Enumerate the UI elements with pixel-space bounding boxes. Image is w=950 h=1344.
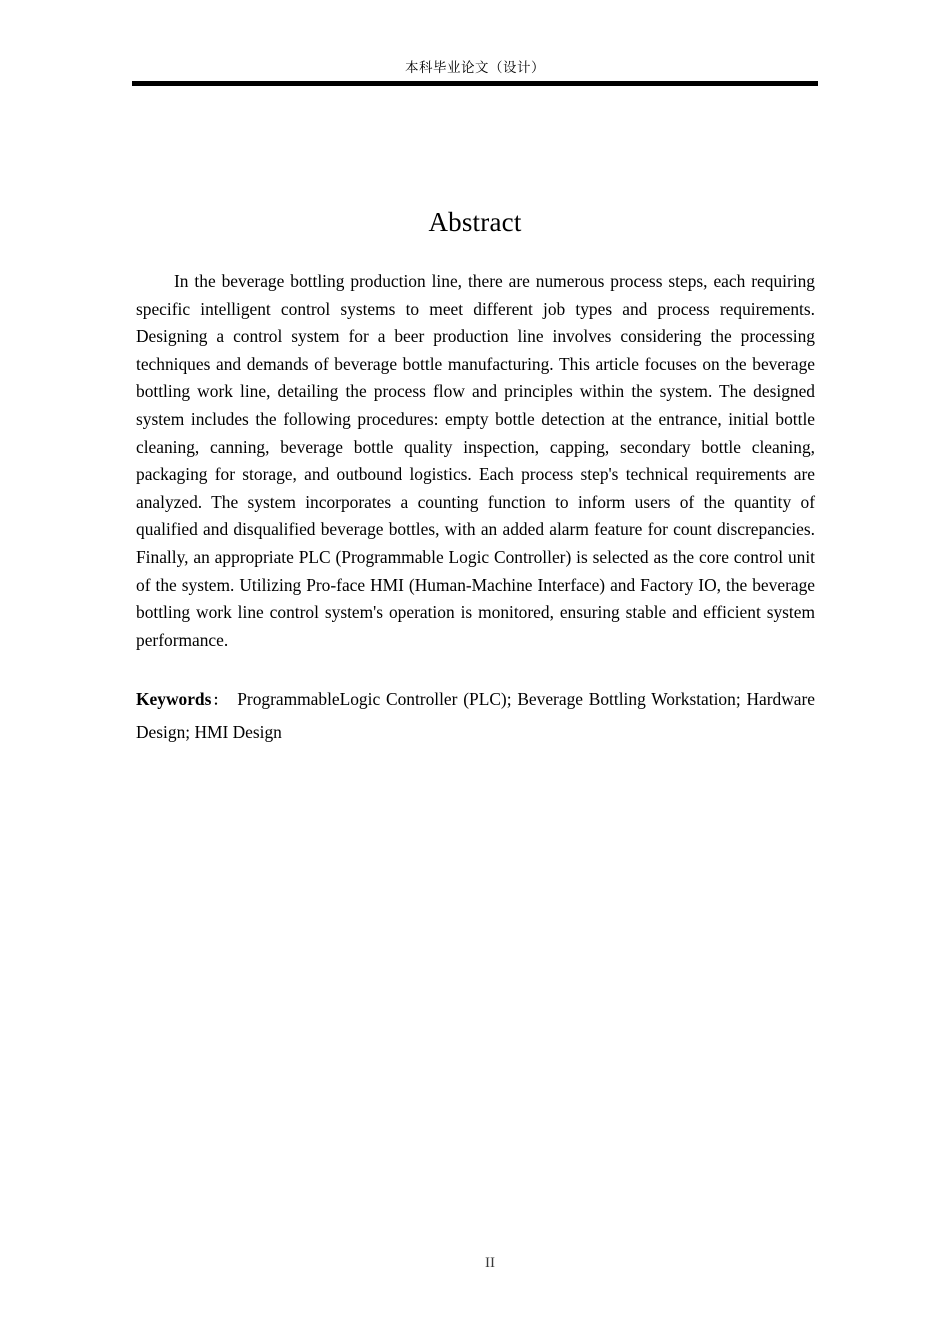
keywords-colon: ： <box>211 693 229 710</box>
keywords-line <box>136 684 815 748</box>
body-column <box>136 268 815 748</box>
keywords-label: Keywords <box>136 689 212 710</box>
keywords-value: ProgrammableLogic Controller (PLC); Beverage Bottling Workstation; Hardware Design; HMI Design <box>136 689 815 743</box>
running-header <box>132 58 818 86</box>
header-divider-rule <box>132 81 818 86</box>
footer-page-number: II <box>485 1255 495 1271</box>
abstract-paragraph: In the beverage bottling production line, there are numerous process steps, each requiring specific intelligent control systems to meet different job types and process requirements. Designing a control system for a beer production line involves considering the processing techniques and demands of beverage bottle manufacturing. This article focuses on the beverage bottling work line, detailing the process flow and principles within the system. The designed system includes the following procedures: empty bottle detection at the entrance, initial bottle cleaning, canning, beverage bottle quality inspection, capping, secondary bottle cleaning, packaging for storage, and outbound logistics. Each process step's technical requirements are analyzed. The system incorporates a counting function to inform users of the quantity of qualified and disqualified beverage bottles, with an added alarm feature for count discrepancies. Finally, an appropriate PLC (Programmable Logic Controller) is selected as the core control unit of the system. Utilizing Pro-face HMI (Human-Machine Interface) and Factory IO, the beverage bottling work line control system's operation is monitored, ensuring stable and efficient system performance. <box>136 271 815 650</box>
running-header-title: 本科毕业论文（设计） <box>405 60 545 76</box>
page-title: Abstract <box>428 207 522 237</box>
